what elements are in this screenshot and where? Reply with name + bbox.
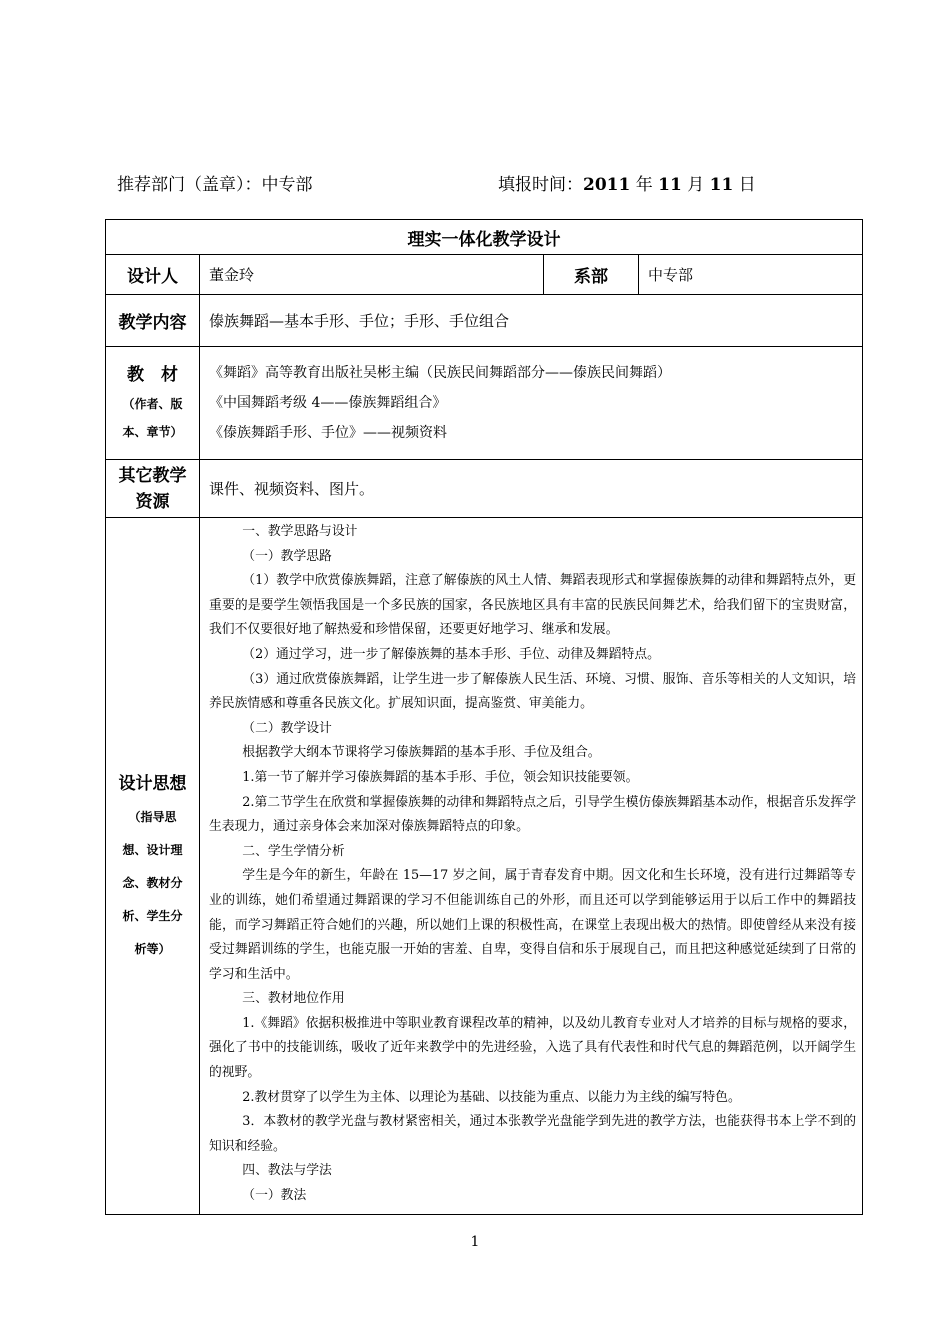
material-item: 《中国舞蹈考级 4——傣族舞蹈组合》 — [209, 395, 447, 411]
subsection-heading: （二）教学设计 — [242, 720, 332, 736]
designer-label: 设计人 — [106, 255, 200, 295]
paragraph: 2.教材贯穿了以学生为主体、以理论为基础、以技能为重点、以能力为主线的编写特色。 — [242, 1089, 741, 1105]
paragraph: 2.第二节学生在欣赏和掌握傣族舞的动律和舞蹈特点之后，引导学生模仿傣族舞蹈基本动作，根据音乐发挥学生表现力，通过亲身体会来加深对傣族舞蹈特点的印象。 — [209, 794, 856, 835]
department-label: 系部 — [544, 255, 639, 295]
resources-label-cell — [106, 460, 200, 518]
section-heading: 二、学生学情分析 — [242, 843, 345, 859]
design-label: 设计思想 — [118, 773, 187, 794]
design-note: 想、设计理 — [122, 842, 183, 857]
resources-value: 课件、视频资料、图片。 — [200, 460, 863, 518]
design-note: 念、教材分 — [122, 875, 183, 890]
department-value: 中专部 — [639, 255, 863, 295]
paragraph: （3）通过欣赏傣族舞蹈，让学生进一步了解傣族人民生活、环境、习惯、服饰、音乐等相关的人文知识，培养民族情感和尊重各民族文化。扩展知识面，提高鉴赏、审美能力。 — [209, 671, 856, 712]
materials-note-2: 本、章节） — [122, 425, 183, 439]
section-heading: 四、教法与学法 — [242, 1163, 332, 1179]
materials-list — [200, 347, 863, 460]
dept-value: 中专部 — [261, 175, 313, 195]
paragraph: 1.《舞蹈》依据积极推进中等职业教育课程改革的精神，以及幼儿教育专业对人才培养的目标与规格的要求，强化了书中的技能训练，吸收了近年来教学中的先进经验，入选了具有代表性和时代气息的舞蹈范例，以开阔学生的视野。 — [209, 1015, 856, 1081]
materials-note-1: （作者、版 — [122, 397, 183, 411]
paragraph: 学生是今年的新生，年龄在 15—17 岁之间，属于青春发育中期。因文化和生长环境，没有进行过舞蹈等专业的训练，她们希望通过舞蹈课的学习不但能训练自己的外形，而且还可以学到能够运用于以后工作中的舞蹈技能，而学习舞蹈正符合她们的兴趣，所以她们上课的积极性高，在课堂上表现出极大的热情。即使曾经从来没有接受过舞蹈训练的学生，也能克服一开始的害羞、自卑，变得自信和乐于展现自己，而且把这种感觉延续到了日常的学习和生活中。 — [209, 868, 856, 982]
recommending-department — [117, 172, 313, 198]
date-year-unit: 年 — [635, 175, 653, 195]
section-heading: 一、教学思路与设计 — [242, 524, 358, 539]
designer-value: 董金玲 — [200, 255, 544, 295]
date-day: 11 — [709, 175, 734, 195]
page-number: 1 — [470, 1234, 480, 1250]
date-month-unit: 月 — [687, 175, 705, 195]
content-value: 傣族舞蹈—基本手形、手位；手形、手位组合 — [200, 295, 863, 347]
materials-label-cell — [106, 347, 200, 460]
design-content — [200, 518, 863, 1215]
resources-label-2: 资源 — [135, 491, 170, 512]
subsection-heading: （一）教法 — [242, 1188, 307, 1204]
resources-label-1: 其它教学 — [118, 465, 187, 486]
paragraph: （1）教学中欣赏傣族舞蹈，注意了解傣族的风土人情、舞蹈表现形式和掌握傣族舞的动律和舞蹈特点外，更重要的是要学生领悟我国是一个多民族的国家，各民族地区具有丰富的民族民间舞艺术，给我们留下的宝贵财富，我们不仅要很好地了解热爱和珍惜保留，还要更好地学习、继承和发展。 — [209, 573, 856, 638]
design-label-cell — [106, 518, 200, 1215]
design-note: （指导思 — [128, 809, 177, 824]
subsection-heading: （一）教学思路 — [242, 548, 332, 564]
paragraph: 1.第一节了解并学习傣族舞蹈的基本手形、手位，领会知识技能要领。 — [242, 769, 639, 785]
fill-date — [498, 172, 756, 198]
date-year: 2011 — [583, 175, 631, 195]
design-note: 析等） — [134, 941, 171, 956]
material-item: 《舞蹈》高等教育出版社吴彬主编（民族民间舞蹈部分——傣族民间舞蹈） — [209, 365, 671, 381]
paragraph: （2）通过学习，进一步了解傣族舞的基本手形、手位、动律及舞蹈特点。 — [242, 646, 660, 662]
design-note: 析、学生分 — [122, 908, 183, 923]
table-title: 理实一体化教学设计 — [106, 220, 863, 255]
content-label: 教学内容 — [106, 295, 200, 347]
material-item: 《傣族舞蹈手形、手位》——视频资料 — [209, 425, 447, 441]
dept-label: 推荐部门（盖章）： — [117, 175, 262, 195]
header-line — [0, 172, 950, 198]
paragraph: 3．本教材的教学光盘与教材紧密相关，通过本张教学光盘能学到先进的教学方法，也能获得书本上学不到的知识和经验。 — [209, 1114, 856, 1154]
date-month: 11 — [658, 175, 682, 195]
date-day-unit: 日 — [738, 175, 756, 195]
materials-label: 教 材 — [127, 365, 178, 385]
paragraph: 根据教学大纲本节课将学习傣族舞蹈的基本手形、手位及组合。 — [242, 745, 601, 761]
section-heading: 三、教材地位作用 — [242, 991, 345, 1007]
teaching-design-table — [105, 219, 863, 1215]
date-label: 填报时间： — [498, 175, 583, 195]
